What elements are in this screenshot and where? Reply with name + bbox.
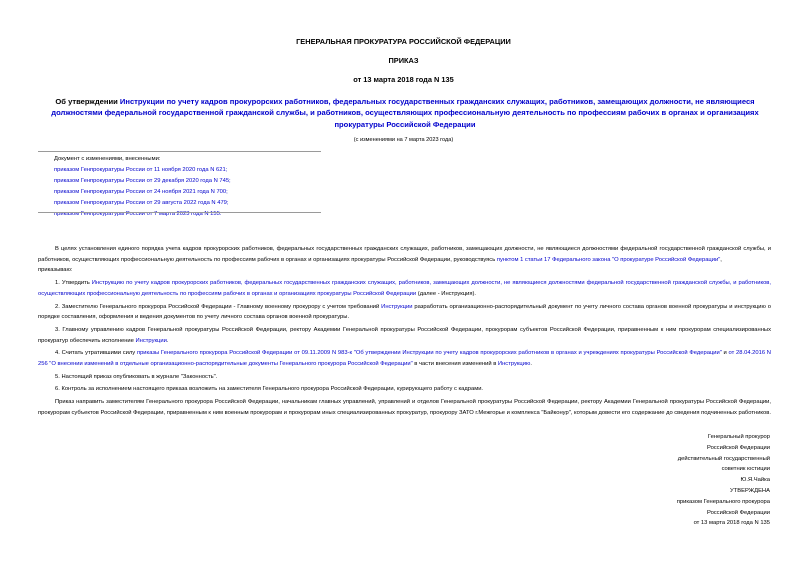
order-word: приказываю: [38, 267, 73, 274]
p2-start: 2. Заместителю Генерального прокурора Российской Федерации - Главному военному прокурору с учетом требований [55, 303, 382, 310]
p4-end: . [530, 361, 532, 368]
org-name: ГЕНЕРАЛЬНАЯ ПРОКУРАТУРА РОССИЙСКОЙ ФЕДЕРАЦИИ [296, 37, 511, 46]
paragraph-7: Приказ направить заместителям Генерального прокурора Российской Федерации, начальникам главных управлений, управлений и отделов Генеральной прокуратуры Российской Федерации, ректору Академии Генеральной прокуратуры Российской Федерации, прокурорам субъектов Российской Федерации, приравненным к ним военным прокурорам и прокурорам иных специализированных прокуратур, прокурору ЗАТО г.Межгорье и комплекса "Байконур", которым довести его содержание до сведения подчиненных работников. [38, 399, 771, 416]
paragraph-3 [38, 325, 771, 346]
p1-end: (далее - Инструкция). [416, 290, 477, 297]
approval-line-1: приказом Генерального прокурора [676, 498, 770, 505]
p4-order-link-1[interactable]: приказы Генерального прокурора Российской Федерации от 09.11.2009 N 983-к "Об утверждении Инструкции по учету кадров прокурорских работников в органах и учреждениях прокуратуры Российской Федерации" [136, 350, 722, 357]
p3-start: 3. Главному управлению кадров Генеральной прокуратуры Российской Федерации, ректору Академии Генеральной прокуратуры Российской Федерации, прокурорам субъектов Российской Федерации, приравненным к ним прокурорам специализированных прокуратур обеспечить исполнение [38, 326, 771, 344]
intro-end: , [720, 256, 722, 263]
title-instruction-link[interactable]: Инструкции по учету кадров прокурорских работников, федеральных государственных гражданских служащих, работников, замещающих должности, не являющиеся должностями федеральной государственной гражданской службы, и работников, осуществляющих профессиональную деятельность по профессиям рабочих в органах и организациях прокуратуры Российской Федерации [51, 97, 759, 129]
p4-instruction-link[interactable]: Инструкцию [497, 361, 531, 368]
paragraph-5: 5. Настоящий приказ опубликовать в журнале "Законность". [55, 373, 218, 380]
changes-bottom-divider [38, 212, 321, 213]
p2-instruction-link[interactable]: Инструкции [381, 303, 413, 310]
p4-start: 4. Считать утратившими силу [55, 350, 137, 357]
changes-top-divider [38, 151, 321, 152]
signer-position-2: Российской Федерации [706, 444, 770, 451]
p3-instruction-link[interactable]: Инструкции [135, 337, 167, 344]
law-link[interactable]: пунктом 1 статьи 17 Федерального закона "О прокуратуре Российской Федерации" [496, 256, 721, 263]
p2-end: разработать организационно-распорядительный документ по учету личного состава органов военной прокуратуры и инструкцию о порядке составления, оформления и ведения документов по учету личного состава органов военной прокуратуры. [38, 303, 771, 321]
p4-mid2: в части внесения изменений в [412, 361, 498, 368]
intro-paragraph [38, 244, 771, 265]
signer-name: Ю.Я.Чайка [740, 477, 770, 484]
p3-end: . [166, 337, 169, 344]
paragraph-2 [38, 302, 771, 323]
document-body [38, 244, 771, 419]
p1-instruction-link[interactable]: Инструкцию по учету кадров прокурорских работников, федеральных государственных гражданских служащих, работников, замещающих должности, не являющиеся должностями федеральной государственной гражданской службы, и работников, осуществляющих профессиональную деятельность по профессиям рабочих в органах и организациях прокуратуры Российской Федерации [38, 280, 771, 297]
p4-mid: и [721, 350, 729, 357]
change-link-2[interactable]: приказом Генпрокуратуры России от 29 декабря 2020 года N 745; [54, 178, 231, 184]
approval-line-2: Российской Федерации [706, 509, 770, 516]
approval-line-3: от 13 марта 2018 года N 135 [693, 520, 770, 527]
title-prefix: Об утверждении [55, 97, 120, 106]
doc-type: ПРИКАЗ [388, 56, 419, 65]
changes-heading: Документ с изменениями, внесенными: [54, 156, 161, 162]
approval-stamp: УТВЕРЖДЕНА [730, 487, 770, 494]
changes-block [54, 154, 324, 220]
change-link-5[interactable]: приказом Генпрокуратуры России от 7 марта 2023 года N 155. [54, 211, 222, 217]
change-link-4[interactable]: приказом Генпрокуратуры России от 29 августа 2022 года N 479; [54, 200, 229, 206]
change-link-1[interactable]: приказом Генпрокуратуры России от 11 ноября 2020 года N 621; [54, 167, 228, 173]
change-link-3[interactable]: приказом Генпрокуратуры России от 24 ноября 2021 года N 700; [54, 189, 228, 195]
paragraph-1 [38, 278, 771, 299]
doc-date-number: от 13 марта 2018 года N 135 [353, 75, 454, 84]
edition-note: (с изменениями на 7 марта 2023 года) [353, 137, 454, 143]
intro-text: В целях установления единого порядка учета кадров прокурорских работников, федеральных государственных гражданских служащих, работников, замещающих должности, не являющиеся должностями федеральной государственной гражданской службы, и работников, осуществляющих профессиональную деятельность по профессиям рабочих в органах и организациях прокуратуры Российской Федерации, руководствуясь [38, 246, 771, 263]
signer-position-1: Генеральный прокурор [707, 434, 770, 440]
p1-start: 1. Утвердить [55, 280, 92, 287]
signer-rank-2: советник юстиции [721, 466, 770, 473]
p4-order-link-2[interactable]: от 28.04.2016 N 256 "О внесении изменений в отдельные организационно-распорядительные документы Генерального прокурора Российской Федерации" [38, 350, 771, 368]
paragraph-4 [38, 348, 771, 369]
document-title [33, 96, 777, 130]
signature-block [550, 432, 770, 529]
signer-rank-1: действительный государственный [677, 455, 770, 462]
paragraph-6: 6. Контроль за исполнением настоящего приказа возложить на заместителя Генерального прокурора Российской Федерации, курирующего работу с кадрами. [55, 386, 484, 393]
